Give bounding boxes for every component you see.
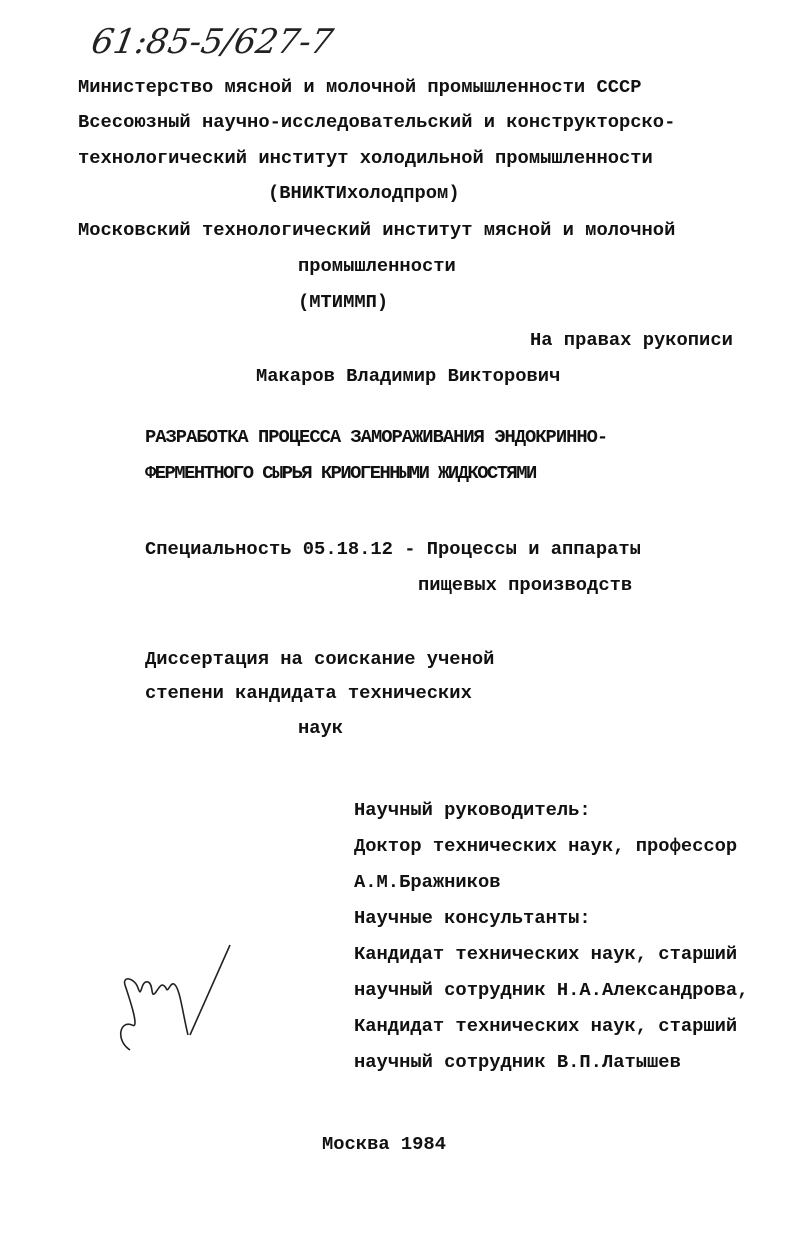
manuscript-note: На правах рукописи: [530, 329, 733, 351]
handwritten-catalog-number: 61:85-5/627-7: [88, 22, 337, 62]
institute-1-line1: Всесоюзный научно-исследовательский и конструкторско-: [78, 111, 676, 133]
title-line1: РАЗРАБОТКА ПРОЦЕССА ЗАМОРАЖИВАНИЯ ЭНДОКРИННО-: [145, 426, 608, 448]
dissertation-line2: степени кандидата технических: [145, 682, 472, 704]
institute-1-abbr: (ВНИКТИхолодпром): [268, 182, 460, 204]
handwritten-signature: [110, 940, 240, 1070]
consultant-1-line2: научный сотрудник Н.А.Александрова,: [354, 979, 749, 1001]
institute-2-line1: Московский технологический институт мясной и молочной: [78, 219, 676, 241]
supervisor-degree: Доктор технических наук, профессор: [354, 835, 738, 857]
institute-2-line2: промышленности: [298, 255, 456, 277]
consultant-1-line1: Кандидат технических наук, старший: [354, 943, 738, 965]
institute-2-abbr: (МТИММП): [298, 291, 389, 313]
title-line2: ФЕРМЕНТНОГО СЫРЬЯ КРИОГЕННЫМИ ЖИДКОСТЯМИ: [145, 462, 536, 484]
ministry: Министерство мясной и молочной промышленности СССР: [78, 76, 642, 98]
consultants-label: Научные консультанты:: [354, 907, 591, 929]
footer-city-year: Москва 1984: [322, 1133, 446, 1155]
specialty-line2: пищевых производств: [418, 574, 633, 596]
author: Макаров Владимир Викторович: [256, 365, 561, 387]
dissertation-line1: Диссертация на соискание ученой: [145, 648, 495, 670]
supervisor-label: Научный руководитель:: [354, 799, 591, 821]
consultant-2-line2: научный сотрудник В.П.Латышев: [354, 1051, 681, 1073]
institute-1-line2: технологический институт холодильной промышленности: [78, 147, 653, 169]
specialty-line1: Специальность 05.18.12 - Процессы и аппараты: [145, 538, 641, 560]
consultant-2-line1: Кандидат технических наук, старший: [354, 1015, 738, 1037]
dissertation-line3: наук: [298, 717, 344, 739]
supervisor-name: А.М.Бражников: [354, 871, 501, 893]
